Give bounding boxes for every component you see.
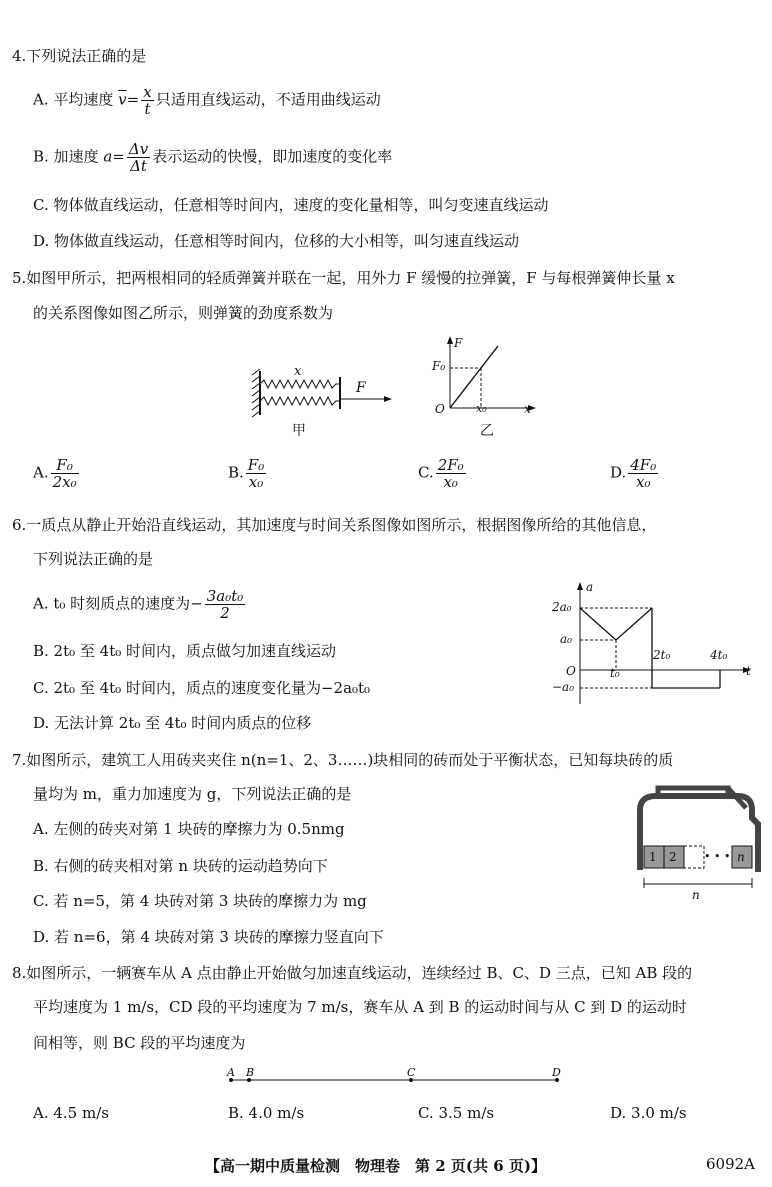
q5-option-c: C. $\frac{\text{2F₀}}{\text{x₀}}$ [418, 456, 464, 491]
q8-option-b: B. 4.0 m/s [228, 1104, 305, 1122]
q7-option-b: B. 右侧的砖夹相对第 n 块砖的运动趋势向下 [33, 857, 328, 875]
page-footer: 【高一期中质量检测 物理卷 第 2 页(共 6 页)】 [205, 1157, 546, 1175]
at-graph-t-axis: t [746, 664, 751, 678]
q5-option-a: A. $\frac{\text{F₀}}{\text{2x₀}}$ [33, 456, 77, 491]
q4-option-d: D. 物体做直线运动，任意相等时间内，位移的大小相等，叫匀速直线运动 [33, 232, 520, 250]
spring-x-label: x [294, 364, 302, 379]
graph-f-axis-label: F [454, 336, 463, 350]
q7-stem-line1: 7.如图所示，建筑工人用砖夹夹住 n(n=1、2、3……)块相同的砖而处于平衡状态，已知每块砖的质 [12, 751, 674, 769]
track-point-d: D [552, 1066, 561, 1079]
q8-option-c: C. 3.5 m/s [418, 1104, 495, 1122]
graph-f0-label: F₀ [432, 359, 446, 373]
q4-option-b: B. 加速度 a= $\frac{\Delta v}{\Delta t}$ 表示运动的快慢，即加速度的变化率 [33, 140, 393, 175]
spring-f-label: F [356, 380, 366, 396]
at-graph-a-axis: a [586, 580, 594, 594]
q6-option-a: A. t₀ 时刻质点的速度为− $\frac{\text{3a₀t₀}}{2}$ [33, 587, 244, 622]
q8-stem-line1: 8.如图所示，一辆赛车从 A 点由静止开始做匀加速直线运动，连续经过 B、C、D 三点，已知 AB 段的 [12, 964, 693, 982]
brick-clamp-figure [630, 780, 770, 905]
brick-2-label: 2 [669, 850, 677, 864]
q8-stem-line3: 间相等，则 BC 段的平均速度为 [33, 1034, 246, 1052]
graph-x0-label: x₀ [476, 402, 487, 415]
spring-figure-jia [248, 365, 398, 425]
q6-stem-line2: 下列说法正确的是 [33, 550, 154, 568]
q6-option-d: D. 无法计算 2t₀ 至 4t₀ 时间内质点的位移 [33, 714, 312, 732]
at-graph-2a0: 2a₀ [552, 600, 572, 614]
at-graph-a0: a₀ [560, 632, 572, 646]
at-graph-origin: O [566, 664, 576, 678]
at-graph-t0: t₀ [610, 666, 620, 680]
brick-1-label: 1 [649, 850, 657, 864]
q5-option-b: B. $\frac{\text{F₀}}{\text{x₀}}$ [228, 456, 265, 491]
q5-stem-line1: 5.如图甲所示，把两根相同的轻质弹簧并联在一起，用外力 F 缓慢的拉弹簧，F 与每根弹簧伸长量 x [12, 269, 675, 287]
q8-option-a: A. 4.5 m/s [33, 1104, 109, 1122]
at-graph-4t0: 4t₀ [710, 648, 728, 662]
at-graph-2t0: 2t₀ [653, 648, 671, 662]
q6-option-b: B. 2t₀ 至 4t₀ 时间内，质点做匀加速直线运动 [33, 642, 337, 660]
brick-dots: • • • [704, 850, 731, 863]
brick-count-label: n [692, 888, 700, 902]
exam-code: 6092A [706, 1155, 756, 1173]
q8-option-d: D. 3.0 m/s [610, 1104, 687, 1122]
q6-option-c: C. 2t₀ 至 4t₀ 时间内，质点的速度变化量为−2a₀t₀ [33, 679, 371, 697]
q8-stem-line2: 平均速度为 1 m/s，CD 段的平均速度为 7 m/s，赛车从 A 到 B 的运动时间与从 C 到 D 的运动时 [33, 998, 687, 1016]
track-point-c: C [407, 1066, 416, 1079]
q7-stem-line2: 量均为 m，重力加速度为 g，下列说法正确的是 [33, 785, 352, 803]
graph-origin-label: O [435, 402, 445, 416]
q4-stem: 4.下列说法正确的是 [12, 47, 147, 65]
q4-option-c: C. 物体做直线运动，任意相等时间内，速度的变化量相等，叫匀变速直线运动 [33, 196, 549, 214]
figure-jia-caption: 甲 [292, 423, 306, 439]
q6-stem-line1: 6.一质点从静止开始沿直线运动，其加速度与时间关系图像如图所示，根据图像所给的其他信息， [12, 516, 657, 534]
brick-n-label: n [737, 850, 745, 864]
q5-option-d: D. $\frac{\text{4F₀}}{\text{x₀}}$ [610, 456, 657, 491]
q4-a-fraction: $\frac{x}{t}$ [143, 83, 152, 118]
q4-b-fraction: $\frac{\Delta v}{\Delta t}$ [128, 140, 149, 175]
track-line-figure [225, 1068, 565, 1088]
q4-option-a: A. 平均速度 $\overline{v}=$ $\frac{x}{t}$ 只适用直线运动，不适用曲线运动 [33, 83, 381, 118]
q5-stem-line2: 的关系图像如图乙所示，则弹簧的劲度系数为 [33, 304, 334, 322]
q7-option-d: D. 若 n=6，第 4 块砖对第 3 块砖的摩擦力竖直向下 [33, 928, 384, 946]
at-graph-neg-a0: −a₀ [552, 680, 575, 694]
figure-yi-caption: 乙 [480, 423, 494, 439]
q7-option-c: C. 若 n=5，第 4 块砖对第 3 块砖的摩擦力为 mg [33, 892, 367, 910]
q7-option-a: A. 左侧的砖夹对第 1 块砖的摩擦力为 0.5nmg [33, 820, 345, 838]
track-point-a: A [227, 1066, 235, 1079]
graph-x-axis-label: x [524, 402, 531, 416]
track-point-b: B [246, 1066, 255, 1079]
